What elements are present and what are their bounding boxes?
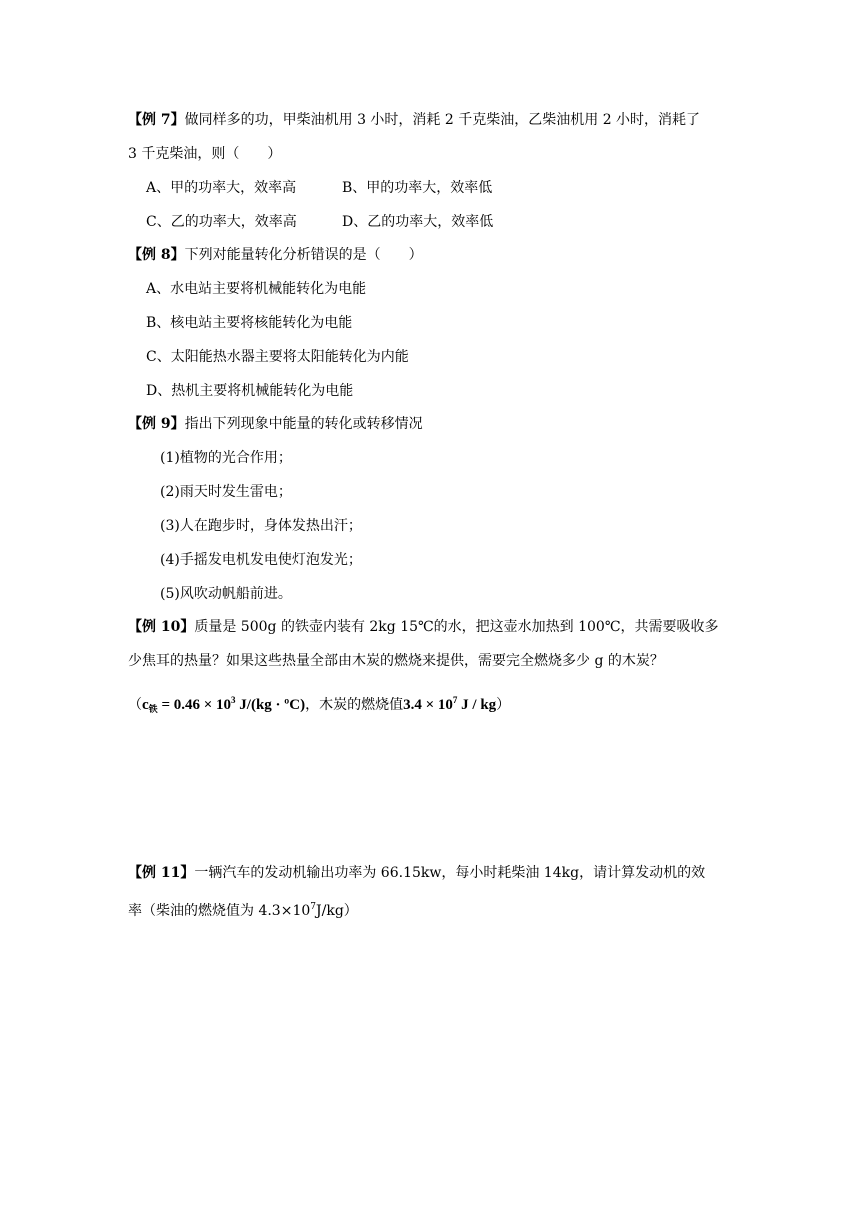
ex7-question-line-1: 做同样多的功，甲柴油机用 3 小时，消耗 2 千克柴油，乙柴油机用 2 小时，消耗了 [184, 112, 701, 128]
specific-heat-symbol: c [142, 697, 149, 713]
ex8-option-a: A、水电站主要将机械能转化为电能 [146, 281, 367, 297]
ex10-line-2: 少焦耳的热量？如果这些热量全部由木炭的燃烧来提供，需要完全燃烧多少 g 的木炭？ [128, 653, 664, 669]
specific-heat-formula [142, 697, 305, 713]
ex8-option-b: B、核电站主要将核能转化为电能 [146, 315, 353, 331]
ex10-mid-text: ，木炭的燃烧值 [305, 697, 404, 713]
ex11-line-2-unit: J/kg） [316, 903, 358, 919]
ex10-paren-open: （ [128, 697, 142, 713]
heat-value-exponent: 7 [452, 695, 458, 705]
ex9-item: (1)植物的光合作用； [160, 450, 292, 466]
ex8-question: 下列对能量转化分析错误的是（ ） [184, 247, 423, 263]
ex7-option-a: A、甲的功率大，效率高 [146, 180, 297, 196]
ex9-item: (4)手摇发电机发电使灯泡发光； [160, 552, 362, 568]
heat-value-unit: J / kg [457, 697, 497, 713]
ex7-line-2: 3 千克柴油，则（ ） [128, 146, 282, 162]
heat-value-number: 3.4 × 10 [403, 697, 453, 713]
ex9-item: (5)风吹动帆船前进。 [160, 586, 292, 602]
ex8-option-c: C、太阳能热水器主要将太阳能转化为内能 [146, 349, 409, 365]
ex8-line [128, 245, 423, 265]
ex9-label: 【例 9】 [128, 416, 185, 432]
ex7-option-b: B、甲的功率大，效率低 [342, 180, 493, 196]
ex7-option-c: C、乙的功率大，效率高 [146, 214, 297, 230]
ex10-line-1 [128, 617, 719, 637]
ex11-line-2-text: 率（柴油的燃烧值为 4.3×10 [128, 903, 311, 919]
ex9-item: (2)雨天时发生雷电； [160, 484, 292, 500]
ex7-line-1 [128, 110, 700, 130]
ex10-label: 【例 10】 [128, 619, 195, 635]
ex11-exponent: 7 [310, 902, 316, 912]
ex8-option-d: D、热机主要将机械能转化为电能 [146, 383, 354, 399]
heat-value-formula [403, 697, 496, 713]
ex11-line-1 [128, 863, 705, 883]
ex10-question-line-1: 质量是 500g 的铁壶内装有 2kg 15℃的水，把这壶水加热到 100℃，共需要吸收多 [194, 619, 719, 635]
ex11-label: 【例 11】 [128, 865, 195, 881]
ex11-line-2 [128, 897, 358, 921]
ex11-question-line-1: 一辆汽车的发动机输出功率为 66.15kw，每小时耗柴油 14kg，请计算发动机的效 [194, 865, 706, 881]
ex8-label: 【例 8】 [128, 247, 185, 263]
specific-heat-exponent: 3 [231, 695, 236, 705]
ex7-option-d: D、乙的功率大，效率低 [342, 214, 494, 230]
ex9-line [128, 414, 423, 434]
ex10-formula-line [128, 690, 510, 719]
ex9-item: (3)人在跑步时，身体发热出汗； [160, 518, 362, 534]
specific-heat-value: = 0.46 × 10 [161, 697, 232, 713]
ex9-question: 指出下列现象中能量的转化或转移情况 [184, 416, 423, 432]
ex7-label: 【例 7】 [128, 112, 185, 128]
specific-heat-unit: J/(kg · ºC) [235, 697, 306, 713]
specific-heat-subscript: 铁 [148, 704, 158, 714]
ex10-paren-close: ） [496, 697, 511, 713]
